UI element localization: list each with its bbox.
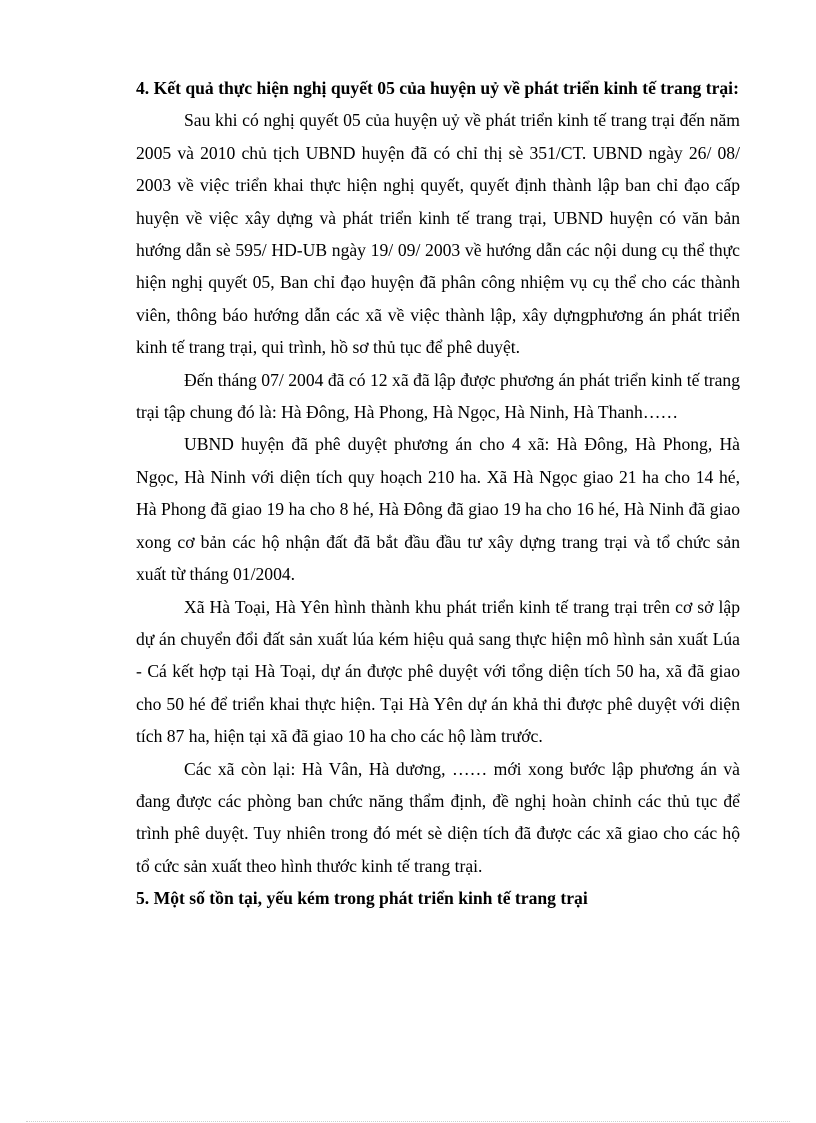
- paragraph-communes-plans: Đến tháng 07/ 2004 đã có 12 xã đã lập được phương án phát triển kinh tế trang trại tập chung đó là: Hà Đông, Hà Phong, Hà Ngọc, Hà Ninh, Hà Thanh……: [136, 369, 740, 423]
- paragraph-directive: Sau khi có nghị quyết 05 của huyện uỷ về phát triển kinh tế trang trại đến năm 2005 và 2010 chủ tịch UBND huyện đã có chỉ thị sè 351/CT. UBND ngày 26/ 08/ 2003 về việc triển khai thực hiện nghị quyết, quyết định thành lập ban chỉ đạo cấp huyện về việc xây dựng và phát triển kinh tế trang trại, UBND huyện có văn bản hướng dẫn sè 595/ HD-UB ngày 19/ 09/ 2003 về hướng dẫn các nội dung cụ thể thực hiện nghị quyết 05, Ban chỉ đạo huyện đã phân công nhiệm vụ cụ thể cho các thành viên, thông báo hướng dẫn các xã về việc thành lập, xây dựngphương án phát triển kinh tế trang trại, qui trình, hồ sơ thủ tục để phê duyệt.: [136, 110, 740, 358]
- document-page: [136, 72, 740, 915]
- paragraph-ha-toai-ha-yen: Xã Hà Toại, Hà Yên hình thành khu phát triển kinh tế trang trại trên cơ sở lập dự án chuyển đổi đất sản xuất lúa kém hiệu quả sang thực hiện mô hình sản xuất Lúa - Cá kết hợp tại Hà Toại, dự án được phê duyệt với tổng diện tích 50 ha, xã đã giao cho 50 hé để triển khai thực hiện. Tại Hà Yên dự án khả thi được phê duyệt với diện tích 87 ha, hiện tại xã đã giao 10 ha cho các hộ làm trước.: [136, 596, 740, 747]
- page-bottom-divider: [26, 1121, 790, 1122]
- section-heading-4: 4. Kết quả thực hiện nghị quyết 05 của huyện uỷ về phát triển kinh tế trang trại:: [136, 78, 739, 98]
- paragraph-approved-plans: UBND huyện đã phê duyệt phương án cho 4 xã: Hà Đông, Hà Phong, Hà Ngọc, Hà Ninh với diện tích quy hoạch 210 ha. Xã Hà Ngọc giao 21 ha cho 14 hé, Hà Phong đã giao 19 ha cho 8 hé, Hà Đông đã giao 19 ha cho 16 hé, Hà Ninh đã giao xong cơ bản các hộ nhận đất đã bắt đầu đầu tư xây dựng trang trại và tổ chức sản xuất từ tháng 01/2004.: [136, 434, 740, 585]
- paragraph-remaining-communes: Các xã còn lại: Hà Vân, Hà dương, …… mới xong bước lập phương án và đang được các phòng ban chức năng thẩm định, đề nghị hoàn chỉnh các thủ tục để trình phê duyệt. Tuy nhiên trong đó mét sè diện tích đã được các xã giao cho các hộ tổ cức sản xuất theo hình thước kinh tế trang trại.: [136, 758, 740, 876]
- section-heading-5: 5. Một số tồn tại, yếu kém trong phát triển kinh tế trang trại: [136, 888, 588, 909]
